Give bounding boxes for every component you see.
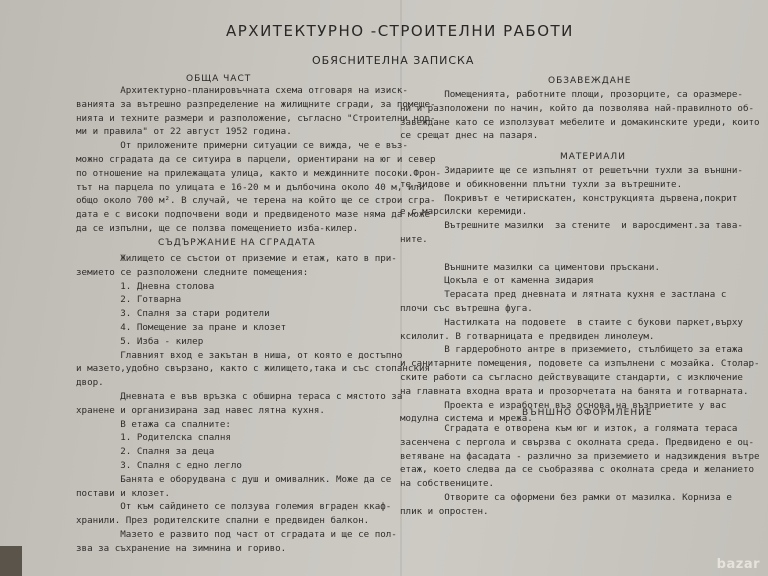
- text-line: завеждане като се използуват мебелите и домакинските уреди, които: [400, 116, 760, 128]
- section-heading-materials: МАТЕРИАЛИ: [560, 152, 626, 162]
- text-line: е с марсилски керемиди.: [400, 206, 528, 218]
- text-line: Цокъла е от каменна зидария: [400, 275, 594, 287]
- text-line: ми и правила" от 22 август 1952 година.: [76, 126, 292, 138]
- text-line: От към сайдинето се ползува големия вграден ккаф-: [76, 501, 392, 513]
- text-line: общо около 700 м². В случай, че терена на който ще се строи сгра-: [76, 195, 436, 207]
- text-line: Проекта е изработен въз основа на възприетите у вас: [400, 399, 727, 411]
- section-exterior-text: [400, 422, 760, 519]
- text-line: 2. Готварна: [76, 294, 182, 306]
- text-line: Помещенията, работните площи, прозорците, са оразмере-: [400, 89, 743, 100]
- text-line: Банята е оборудвана с душ и омивалник. Може да се: [76, 473, 392, 485]
- text-line: [400, 247, 760, 261]
- text-line: и санитарните помещения, подовете са изпълнени с мозайка. Столар-: [400, 358, 760, 370]
- text-line: плочи със вътрешна фуга.: [400, 302, 533, 314]
- text-line: ветяване на фасадата - различно за приземието и надзиждения вътре: [400, 450, 760, 462]
- text-line: В етажа са спалните:: [76, 418, 231, 430]
- section-heading-building-contents: СЪДЪРЖАНИЕ НА СГРАДАТА: [158, 238, 316, 248]
- text-line: 3. Спалня с едно легло: [76, 459, 242, 471]
- text-line: 2. Спалня за деца: [76, 446, 215, 458]
- section-general-text: [76, 84, 441, 236]
- watermark-logo: bazar: [716, 557, 760, 572]
- text-line: ските работи са съгласно действуващите стандарти, с изключение: [400, 371, 743, 383]
- text-line: засенчена с пергола и свързва с околната среда. Предвидено е оц-: [400, 436, 755, 448]
- text-line: Сградата е отворена към юг и изток, а голямата тераса: [400, 423, 738, 434]
- document-subtitle: ОБЯСНИТЕЛНА ЗАПИСКА: [312, 54, 475, 67]
- text-line: 1. Дневна столова: [76, 280, 215, 292]
- text-line: От приложените примерни ситуации се вижда, че е въз-: [76, 140, 408, 152]
- section-heading-furnishing: ОБЗАВЕЖДАНЕ: [548, 76, 632, 86]
- text-line: можно сградата да се ситуира в парцели, ориентирани на юг и север: [76, 153, 436, 165]
- text-line: Жилището се състои от приземие и етаж, като в при-: [76, 253, 397, 264]
- text-line: Главният вход е закътан в ниша, от която е достъпно: [76, 349, 403, 361]
- text-line: 5. Изба - килер: [76, 335, 204, 347]
- text-line: Вътрешните мазилки за стените и варосдимент.за тава-: [400, 220, 743, 232]
- text-line: Външните мазилки са циментови пръскани.: [400, 261, 660, 273]
- text-line: Мазето е развито под част от сградата и ще се пол-: [76, 528, 397, 540]
- text-line: те зидове и обикновенни плътни тухли за вътрешните.: [400, 178, 683, 190]
- text-line: двор.: [76, 377, 104, 389]
- text-line: земието се разположени следните помещения:: [76, 266, 309, 278]
- text-line: ксилолит. В готварницата е предвиден линолеум.: [400, 330, 655, 342]
- text-line: хранене и организирана зад навес лятна кухня.: [76, 404, 325, 416]
- text-line: В гардеробното антре в приземието, стълбището за етажа: [400, 344, 743, 356]
- text-line: се срещат днес на пазаря.: [400, 130, 539, 142]
- text-line: Отворите са оформени без рамки от мазилка. Корниза е: [400, 491, 732, 503]
- text-line: на главната входна врата и прозорчетата на банята и готварната.: [400, 385, 749, 397]
- section-furnishing-text: [400, 88, 760, 143]
- text-line: Покривът е четирискатен, конструкцията дървена,покрит: [400, 192, 738, 204]
- text-line: 3. Спалня за стари родители: [76, 308, 270, 320]
- text-line: Архитектурно-планировъчната схема отговаря на изиск-: [76, 85, 408, 96]
- text-line: плик и опростен.: [400, 505, 489, 517]
- text-line: 4. Помещение за пране и клозет: [76, 321, 287, 333]
- text-line: ни и разположени по начин, който да позволява най-правилното об-: [400, 102, 755, 114]
- text-line: да се изпълни, ще се ползва помещението изба-килер.: [76, 222, 359, 234]
- text-line: по отношение на прилежащата улица, както и междинните посоки.Фрон-: [76, 167, 442, 179]
- page-corner-shadow: [0, 546, 22, 576]
- text-line: модулна система и мрежа.: [400, 413, 533, 425]
- section-building-contents-text: [76, 252, 430, 556]
- text-line: на собствениците.: [400, 478, 495, 490]
- text-line: 1. Родителска спалня: [76, 432, 231, 444]
- text-line: тът на парцела по улицата е 16-20 м и дълбочина около 40 м, или: [76, 181, 425, 193]
- text-line: постави и клозет.: [76, 487, 171, 499]
- text-line: ванията за вътрешно разпределение на жилищните сгради, за помеще-: [76, 98, 436, 110]
- section-heading-general: ОБЩА ЧАСТ: [186, 74, 252, 84]
- text-line: хранили. През родителските спални е предвиден балкон.: [76, 515, 370, 527]
- text-line: зва за съхранение на зимнина и гориво.: [76, 542, 287, 554]
- document-title: АРХИТЕКТУРНО -СТРОИТЕЛНИ РАБОТИ: [226, 22, 574, 40]
- section-materials-text: [400, 164, 760, 426]
- text-line: Зидариите ще се изпълнят от решетъчни тухли за външни-: [400, 165, 743, 176]
- text-line: етаж, което следва да се съобразява с околната среда и желанието: [400, 464, 755, 476]
- text-line: ните.: [400, 233, 428, 245]
- text-line: нията и техните размери и разположение, съгласно "Строителни нор-: [76, 112, 436, 124]
- text-line: Терасата пред дневната и лятната кухня е застлана с: [400, 289, 727, 301]
- text-line: Настилката на подовете в стаите с букови паркет,върху: [400, 316, 743, 328]
- text-line: и мазето,удобно свързано, както с жилището,така и със стопанския: [76, 363, 431, 375]
- section-heading-exterior: ВЪНШНО ОФОРМЛЕНИЕ: [522, 408, 653, 418]
- text-line: Дневната е във връзка с обширна тераса с мястото за: [76, 390, 403, 402]
- text-line: дата е с високи подпочвени води и предвиденото мазе няма да може: [76, 209, 431, 221]
